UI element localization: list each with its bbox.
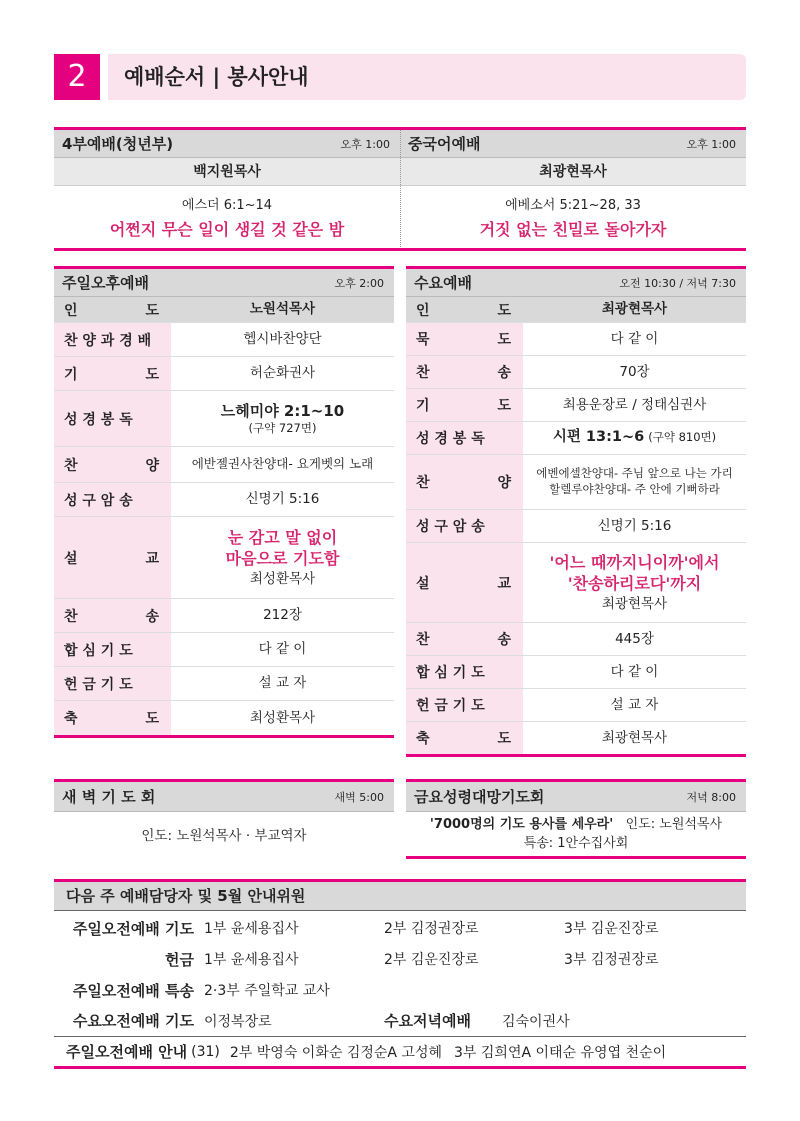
row-label-end: 도 xyxy=(145,711,159,727)
afternoon-section xyxy=(54,266,394,738)
row-value: 최광현목사 xyxy=(523,297,746,322)
row-label: 축 xyxy=(64,711,78,727)
row-label: 기 xyxy=(416,398,430,414)
duty-row xyxy=(54,974,746,1006)
sermon-line-2: 마음으로 기도함 xyxy=(225,549,340,569)
duty-c1: 1부 윤세용집사 xyxy=(204,921,299,937)
friday-special: 특송: 1안수집사회 xyxy=(523,836,629,851)
preacher: 최성환목사 xyxy=(249,570,316,587)
table-row xyxy=(406,510,746,543)
row-label: 찬 xyxy=(64,608,78,625)
wednesday-section xyxy=(406,266,746,757)
page-title: 예배순서 | 봉사안내 xyxy=(124,65,309,89)
row-label-end: 도 xyxy=(497,398,511,414)
wednesday-title: 수요예배 xyxy=(414,274,472,292)
chinese-sermon: 거짓 없는 친밀로 돌아가자 xyxy=(479,220,667,239)
friday-section xyxy=(406,779,746,859)
row-value: 70장 xyxy=(619,363,650,380)
friday-theme: '7000명의 기도 용사를 세우라' xyxy=(429,816,614,832)
friday-title: 금요성령대망기도회 xyxy=(414,788,545,806)
row-value: 다 같 이 xyxy=(610,663,659,680)
afternoon-title: 주일오후예배 xyxy=(62,274,149,292)
table-row xyxy=(406,455,746,510)
row-label: 헌 금 기 도 xyxy=(64,676,133,693)
row-label: 성 경 봉 독 xyxy=(64,411,133,428)
choir-2: 할렐루야찬양대- 주 안에 기뻐하라 xyxy=(549,482,720,496)
row-label-end: 도 xyxy=(145,366,159,383)
row-label: 인 xyxy=(416,302,430,319)
row-value: 헵시바찬양단 xyxy=(243,331,322,348)
row-label: 찬 xyxy=(64,457,78,474)
table-row xyxy=(54,701,394,735)
row-label: 기 xyxy=(64,366,78,383)
row-label: 찬 xyxy=(416,365,430,381)
usher-key: 주일오전예배 안내 xyxy=(66,1043,188,1061)
duty-c1: 이정복장로 xyxy=(204,1013,272,1030)
table-row xyxy=(406,543,746,623)
row-label-end: 송 xyxy=(497,632,511,648)
scripture-page: (구약 727면) xyxy=(248,420,317,435)
duty-c3: 3부 김운진장로 xyxy=(564,921,659,937)
choir-1: 에벤에셀찬양대- 주님 앞으로 나는 가리 xyxy=(536,466,733,481)
duty-title: 다음 주 예배담당자 및 5월 안내위원 xyxy=(54,879,746,911)
duty-row xyxy=(54,1005,746,1037)
duty-c1: 2·3부 주일학교 교사 xyxy=(204,983,330,999)
afternoon-time: 오후 2:00 xyxy=(334,276,384,290)
row-label: 인 xyxy=(64,302,78,319)
row-value: 최용운장로 / 정태심권사 xyxy=(562,396,707,413)
table-row xyxy=(406,656,746,689)
scripture: 시편 13:1~6 xyxy=(552,429,645,446)
row-value: 다 같 이 xyxy=(258,641,307,658)
table-row xyxy=(406,297,746,323)
table-row xyxy=(54,297,394,323)
row-label-end: 양 xyxy=(145,457,159,474)
table-row xyxy=(406,623,746,656)
table-row xyxy=(54,599,394,633)
table-row xyxy=(54,323,394,357)
row-value: 445장 xyxy=(615,630,654,647)
row-label: 설 xyxy=(416,575,430,592)
row-label: 묵 xyxy=(416,332,430,348)
row-label: 찬 xyxy=(416,632,430,648)
dawn-time: 새벽 5:00 xyxy=(334,790,384,804)
row-value: 에반젤권사찬양대- 요게벳의 노래 xyxy=(191,456,374,472)
chinese-section xyxy=(400,127,746,251)
row-label: 축 xyxy=(416,731,430,747)
row-value: 설 교 자 xyxy=(258,675,307,692)
sermon-line-2: '찬송하리로다'까지 xyxy=(567,574,702,594)
usher-row xyxy=(54,1037,746,1069)
column-divider xyxy=(400,130,401,247)
scripture: 느헤미야 2:1~10 xyxy=(220,401,345,420)
duty-c2: 2부 김정권장로 xyxy=(384,921,479,937)
chinese-pastor: 최광현목사 xyxy=(400,158,746,186)
dawn-title: 새 벽 기 도 회 xyxy=(62,788,156,806)
duty-row xyxy=(54,943,746,975)
usher-count: (31) xyxy=(191,1043,220,1060)
row-value: 212장 xyxy=(263,607,302,624)
row-label-end: 도 xyxy=(145,302,159,319)
sermon-line-1: '어느 때까지니이까'에서 xyxy=(549,552,720,572)
row-label: 찬 xyxy=(416,475,430,491)
duty-row xyxy=(54,912,746,944)
duty-c1: 1부 윤세용집사 xyxy=(204,952,299,968)
duty-c2: 김숙이권사 xyxy=(502,1013,570,1030)
dawn-text: 인도: 노원석목사 · 부교역자 xyxy=(141,827,307,844)
dawn-section xyxy=(54,779,394,855)
table-row xyxy=(54,447,394,483)
service4-section xyxy=(54,127,400,251)
row-label-end: 도 xyxy=(497,332,511,348)
chinese-ref: 에베소서 5:21~28, 33 xyxy=(505,198,641,213)
row-value: 설 교 자 xyxy=(610,696,659,713)
row-label-end: 송 xyxy=(497,365,511,381)
row-label: 찬 양 과 경 배 xyxy=(64,332,152,349)
row-label: 설 xyxy=(64,550,78,567)
row-label: 성 구 암 송 xyxy=(64,492,133,509)
usher-group-3: 3부 김희연A 이태순 유영엽 천순이 xyxy=(454,1044,667,1061)
table-row xyxy=(54,517,394,599)
table-row xyxy=(54,667,394,701)
row-value: 신명기 5:16 xyxy=(597,517,672,534)
friday-time: 저녁 8:00 xyxy=(686,790,736,804)
chinese-title: 중국어예배 xyxy=(408,135,481,153)
row-value: 허순화권사 xyxy=(249,365,316,382)
table-row xyxy=(406,722,746,754)
section-number: 2 xyxy=(54,54,100,100)
row-value: 다 같 이 xyxy=(610,330,659,347)
table-row xyxy=(54,391,394,447)
preacher: 최광현목사 xyxy=(601,595,668,612)
row-label: 헌 금 기 도 xyxy=(416,698,485,714)
row-value: 최광현목사 xyxy=(601,729,668,746)
service4-sermon: 어쩐지 무슨 일이 생길 것 같은 밤 xyxy=(109,220,345,239)
row-label-end: 교 xyxy=(497,575,511,592)
table-row xyxy=(406,323,746,356)
row-label-end: 양 xyxy=(497,475,511,491)
service4-title: 4부예배(청년부) xyxy=(62,135,174,153)
row-label: 합 심 기 도 xyxy=(64,642,133,659)
duty-key: 주일오전예배 기도 xyxy=(72,919,194,938)
table-row xyxy=(54,483,394,517)
row-value: 노원석목사 xyxy=(171,297,394,322)
row-value: 신명기 5:16 xyxy=(245,491,320,508)
row-value: 최성환목사 xyxy=(249,709,316,726)
row-label-end: 도 xyxy=(497,302,511,319)
duty-key: 주일오전예배 특송 xyxy=(72,981,194,1000)
duty-key: 수요오전예배 기도 xyxy=(72,1012,194,1030)
service4-time: 오후 1:00 xyxy=(340,137,390,151)
duty-c2: 2부 김운진장로 xyxy=(384,952,479,968)
row-label: 합 심 기 도 xyxy=(416,665,485,681)
table-row xyxy=(406,689,746,722)
table-row xyxy=(54,357,394,391)
row-label: 성 경 봉 독 xyxy=(416,431,485,447)
table-row xyxy=(54,633,394,667)
wednesday-time: 오전 10:30 / 저녁 7:30 xyxy=(619,276,736,290)
service4-pastor: 백지원목사 xyxy=(54,158,400,186)
chinese-time: 오후 1:00 xyxy=(686,137,736,151)
friday-lead: 인도: 노원석목사 xyxy=(625,816,723,832)
table-row xyxy=(406,356,746,389)
scripture-page: (구약 810면) xyxy=(648,430,717,445)
table-row xyxy=(406,389,746,422)
table-row xyxy=(406,422,746,455)
row-label-end: 송 xyxy=(145,608,159,625)
duty-c3: 3부 김정권장로 xyxy=(564,952,659,968)
duty-key: 헌금 xyxy=(165,950,194,969)
duty-c2-key: 수요저녁예배 xyxy=(384,1012,471,1030)
row-label: 성 구 암 송 xyxy=(416,519,485,535)
row-label-end: 교 xyxy=(145,550,159,567)
usher-group-2: 2부 박영숙 이화순 김정순A 고성혜 xyxy=(229,1044,443,1061)
row-label-end: 도 xyxy=(497,731,511,747)
sermon-line-1: 눈 감고 말 없이 xyxy=(227,527,338,547)
service4-ref: 에스더 6:1~14 xyxy=(181,198,273,213)
